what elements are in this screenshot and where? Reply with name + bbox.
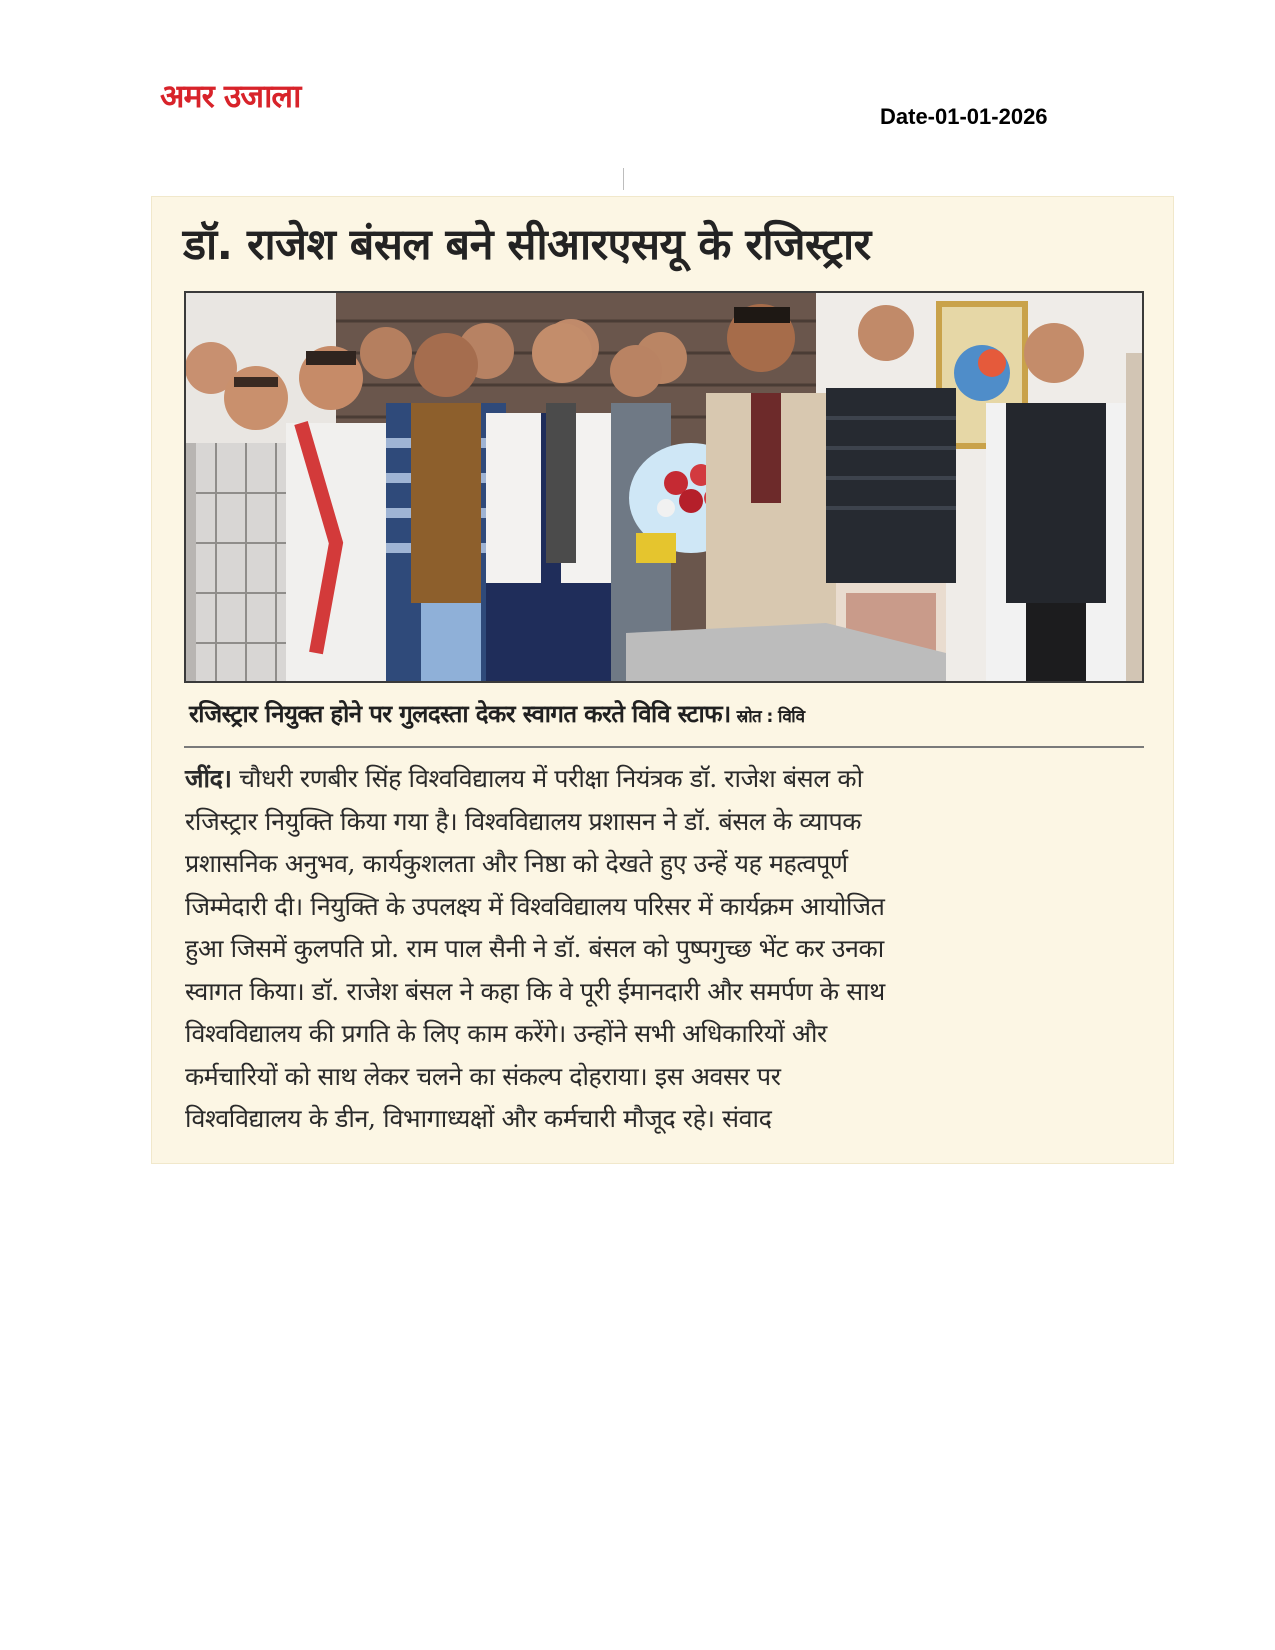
body-line-text: चौधरी रणबीर सिंह विश्वविद्यालय में परीक्षा नियंत्रक डॉ. राजेश बंसल को <box>231 764 863 793</box>
clipping-date: Date-01-01-2026 <box>880 104 1048 129</box>
body-line: हुआ जिसमें कुलपति प्रो. राम पाल सैनी ने डॉ. बंसल को पुष्पगुच्छ भेंट कर उनका <box>185 934 884 963</box>
dateline: जींद। <box>185 764 232 793</box>
caption-credit: स्रोत : विवि <box>736 707 805 727</box>
divider-tick <box>623 168 624 190</box>
newspaper-logo: अमर उजाला <box>160 77 301 115</box>
article-photo <box>184 291 1144 683</box>
body-line: जिम्मेदारी दी। नियुक्ति के उपलक्ष्य में विश्वविद्यालय परिसर में कार्यक्रम आयोजित <box>185 891 885 921</box>
body-line: कर्मचारियों को साथ लेकर चलने का संकल्प दोहराया। इस अवसर पर <box>185 1061 781 1091</box>
body-line: रजिस्ट्रार नियुक्ति किया गया है। विश्वविद्यालय प्रशासन ने डॉ. बंसल के व्यापक <box>185 806 862 836</box>
body-line: विश्वविद्यालय की प्रगति के लिए काम करेंगे। उन्होंने सभी अधिकारियों और <box>185 1019 827 1048</box>
body-line <box>185 758 1145 801</box>
newspaper-clipping <box>151 196 1174 1164</box>
body-line: प्रशासनिक अनुभव, कार्यकुशलता और निष्ठा को देखते हुए उन्हें यह महत्वपूर्ण <box>185 849 848 878</box>
caption-text: रजिस्ट्रार नियुक्त होने पर गुलदस्ता देकर स्वागत करते विवि स्टाफ। <box>189 700 731 728</box>
article-body <box>185 758 1145 1141</box>
group-photo-illustration <box>186 293 1142 681</box>
photo-caption <box>189 696 1144 735</box>
article-headline: डॉ. राजेश बंसल बने सीआरएसयू के रजिस्ट्रार <box>183 220 871 270</box>
body-line: स्वागत किया। डॉ. राजेश बंसल ने कहा कि वे पूरी ईमानदारी और समर्पण के साथ <box>185 976 885 1006</box>
body-line: विश्वविद्यालय के डीन, विभागाध्यक्षों और कर्मचारी मौजूद रहे। संवाद <box>185 1104 772 1133</box>
caption-divider <box>184 746 1144 748</box>
